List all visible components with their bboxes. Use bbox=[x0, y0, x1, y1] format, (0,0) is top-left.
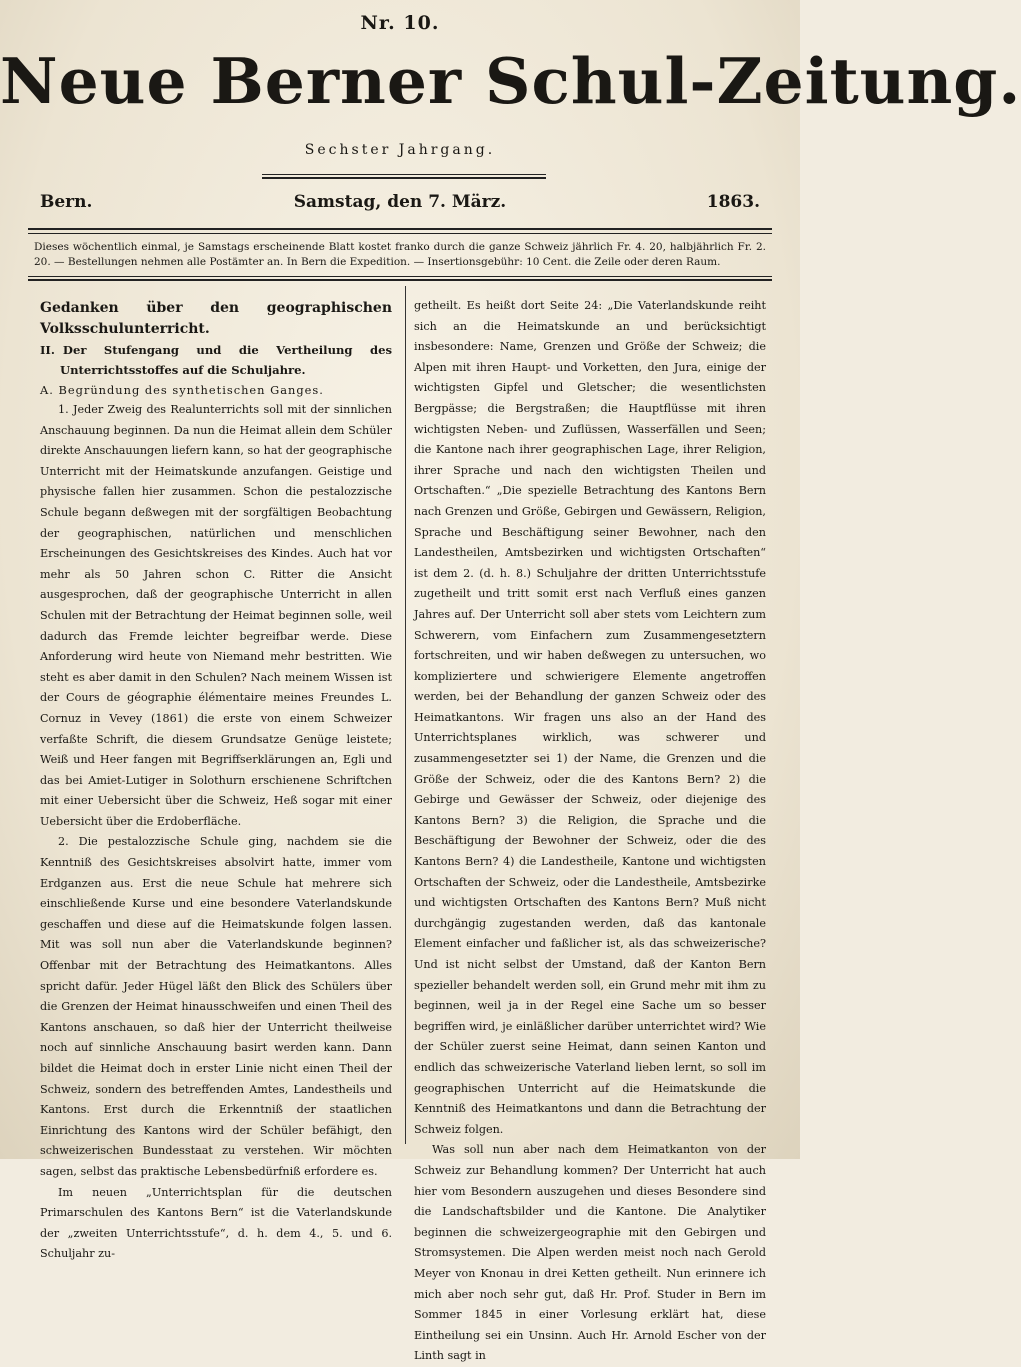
section-heading bbox=[40, 340, 392, 380]
paragraph: 2. Die pestalozzische Schule ging, nachdem sie die Kenntniß des Gesichtskreises absolvirt hatte, immer vom Erdganzen aus. Erst die neue Schule hat mehrere sich einschließende Kurse und eine besondere Vaterlandskunde geschaffen und diese auf die Heimatskunde folgen lassen. Mit was soll nun aber die Vaterlandskunde beginnen? Offenbar mit der Betrachtung des Heimatkantons. Alles spricht dafür. Jeder Hügel läßt den Blick des Schülers über die Grenzen der Heimat hinausschweifen und einen Theil des Kantons anschauen, so daß hier der Unterricht theilweise noch auf sinnliche Anschauung basirt werden kann. Dann bildet die Heimat doch in erster Linie nicht einen Theil der Schweiz, sondern des betreffenden Amtes, Landestheils und Kantons. Erst durch die Erkenntniß der staatlichen Einrichtung des Kantons wird der Schüler befähigt, den schweizerischen Bundesstaat zu verstehen. Wir möchten sagen, selbst das praktische Lebensbedürfniß erfordere es. bbox=[40, 835, 392, 1178]
divider bbox=[28, 276, 772, 277]
publication-place: Bern. bbox=[40, 192, 93, 212]
newspaper-title: Neue Berner Schul-Zeitung. bbox=[0, 44, 1021, 118]
divider bbox=[28, 233, 772, 234]
dateline bbox=[40, 192, 760, 216]
issue-number: Nr. 10. bbox=[360, 12, 440, 34]
paragraph: Im neuen „Unterrichtsplan für die deutschen Primarschulen des Kantons Bern“ ist die Vaterlandskunde der „zweiten Unterrichtsstufe“, d. h. dem 4., 5. und 6. Schuljahr zu- bbox=[40, 1185, 392, 1261]
divider bbox=[28, 228, 772, 230]
issue-year: 1863. bbox=[706, 192, 760, 212]
paragraph: getheilt. Es heißt dort Seite 24: „Die Vaterlandskunde reiht sich an die Heimatskunde an und berücksichtigt insbesondere: Name, Grenzen und Größe der Schweiz; die Alpen mit ihren Haupt- und Vorketten, den Jura, einige der wichtigsten Gipfel und Gletscher; die wesentlichsten Bergpässe; die Bergstraßen; die Hauptflüsse mit ihren wichtigsten Neben- und Zuflüssen, Wasserfällen und Seen; die Kantone nach ihrer geographischen Lage, ihrer Religion, ihrer Sprache und nach den wichtigsten Theilen und Ortschaften.“ „Die spezielle Betrachtung des Kantons Bern nach Grenzen und Größe, Gebirgen und Gewässern, Religion, Sprache und Beschäftigung seiner Bewohner, nach den Landestheilen, Amtsbezirken und wichtigsten Ortschaften“ ist dem 2. (d. h. 8.) Schuljahre der dritten Unterrichtsstufe zugetheilt und tritt somit erst nach Verfluß eines ganzen Jahres auf. Der Unterricht soll aber stets vom Leichtern zum Schwerern, vom Einfachern zum Zusammengesetztern fortschreiten, und wir haben deßwegen zu untersuchen, wo kompliziertere und schwierigere Elemente angetroffen werden, bei der Behandlung der ganzen Schweiz oder des Heimatkantons. Wir fragen uns also an der Hand des Unterrichtsplanes wirklich, was schwerer und zusammengesetzter sei 1) der Name, die Grenzen und die Größe der Schweiz, oder die des Kantons Bern? 2) die Gebirge und Gewässer der Schweiz, oder diejenige des Kantons Bern? 3) die Religion, die Sprache und die Beschäftigung der Bewohner der Schweiz, oder die des Kantons Bern? 4) die Landestheile, Kantone und wichtigsten Ortschaften der Schweiz, oder die Landestheile, Amtsbezirke und wichtigsten Ortschaften des Kantons Bern? Muß nicht durchgängig zugestanden werden, daß das kantonale Element einfacher und faßlicher ist, als das schweizerische? Und ist nicht selbst der Umstand, daß der Kanton Bern spezieller behandelt werden soll, ein Grund mehr mit ihm zu beginnen, weil ja in der Regel eine Sache um so besser begriffen wird, je einläßlicher darüber unterrichtet wird? Wie der Schüler zuerst seine Heimat, dann seinen Kanton und endlich das schweizerische Vaterland lieben lernt, so soll im geographischen Unterricht auf die Heimatskunde die Kenntniß des Heimatkantons und dann die Betrachtung der Schweiz folgen. bbox=[414, 299, 766, 1136]
paragraph: 1. Jeder Zweig des Realunterrichts soll mit der sinnlichen Anschauung beginnen. Da nun die Heimat allein dem Schüler direkte Anschauungen liefern kann, so hat der geographische Unterricht mit der Heimatskunde anzufangen. Geistige und physische fallen hier zusammen. Schon die pestalozzische Schule begann deßwegen mit der sorgfältigen Beobachtung der geographischen, natürlichen und menschlichen Erscheinungen des Gesichtskreises des Kindes. Auch hat vor mehr als 50 Jahren schon C. Ritter die Ansicht ausgesprochen, daß der geographische Unterricht in allen Schulen mit der Betrachtung der Heimat beginnen solle, weil dadurch das Fremde leichter begreifbar werde. Diese Anforderung wird heute von Niemand mehr bestritten. Wie steht es aber damit in den Schulen? Nach meinem Wissen ist der Cours de géographie élémentaire meines Freundes L. Cornuz in Vevey (1861) die erste von einem Schweizer verfaßte Schrift, die diesem Grundsatze Genüge leistete; Weiß und Heer fangen mit Begriffserklärungen an, Egli und das bei Amiet-Lutiger in Solothurn erschienene Schriftchen mit einer Uebersicht über die Schweiz, Heß sogar mit einer Uebersicht über die Erdoberfläche. bbox=[40, 403, 392, 828]
section-title: Der Stufengang und die Vertheilung des Unterrichtsstoffes auf die Schuljahre. bbox=[60, 343, 392, 377]
subscription-notice: Dieses wöchentlich einmal, je Samstags erscheinende Blatt kostet franko durch die ganze Schweiz jährlich Fr. 4. 20, halbjährlich Fr. 2. 20. — Bestellungen nehmen alle Postämter an. In Bern die Expedition. — Insertionsgebühr: 10 Cent. die Zeile oder deren Raum. bbox=[34, 241, 766, 268]
right-column bbox=[414, 296, 766, 1367]
article-title: Gedanken über den geographischen Volksschulunterricht. bbox=[40, 300, 392, 337]
issue-date: Samstag, den 7. März. bbox=[293, 192, 507, 212]
divider bbox=[262, 174, 546, 175]
section-number: II. bbox=[40, 343, 55, 357]
paragraph: Was soll nun aber nach dem Heimatkanton von der Schweiz zur Behandlung kommen? Der Unterricht hat auch hier vom Besondern auszugehen und dieses Besondere sind die Landschaftsbilder und die Kantone. Die Analytiker beginnen die schweizergeographie mit den Gebirgen und Stromsystemen. Die Alpen werden meist noch nach Gerold Meyer von Knonau in drei Ketten getheilt. Nun erinnere ich mich aber noch sehr gut, daß Hr. Prof. Studer in Bern im Sommer 1845 in einer Vorlesung erklärt hat, diese Eintheilung sei ein Unsinn. Auch Hr. Arnold Escher von der Linth sagt in bbox=[414, 1143, 766, 1363]
divider bbox=[28, 279, 772, 281]
column-divider bbox=[405, 286, 406, 1144]
divider bbox=[262, 177, 546, 179]
volume-line: Sechster Jahrgang. bbox=[304, 142, 496, 158]
left-column bbox=[40, 298, 392, 1265]
subsection-heading: A. Begründung des synthetischen Ganges. bbox=[40, 383, 324, 397]
